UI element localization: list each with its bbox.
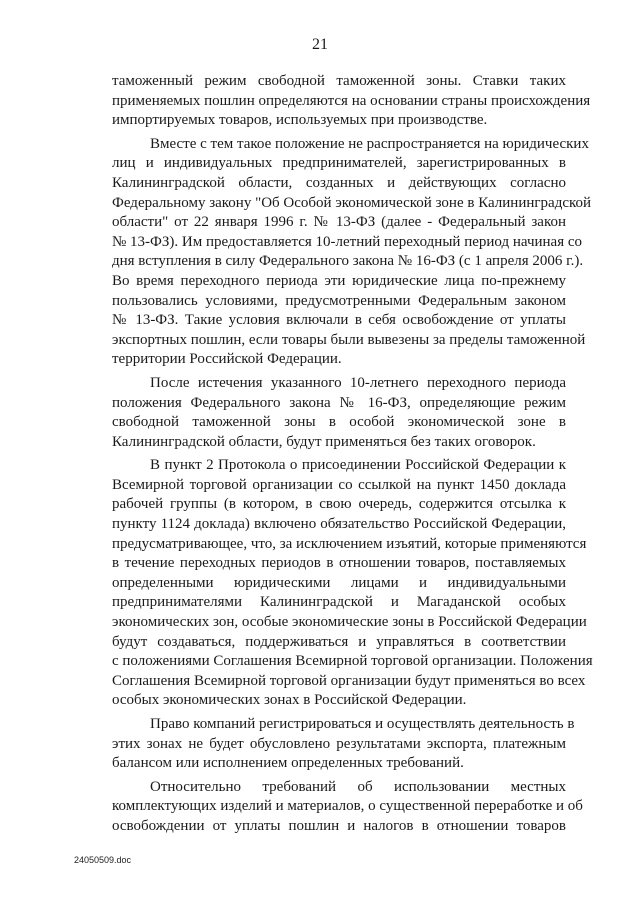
text-line: экономических зон, особые экономические зоны в Российской Федерации: [112, 614, 587, 631]
paragraph: [74, 715, 575, 774]
text-line: особых экономических зонах в Российской Федерации.: [112, 692, 467, 709]
text-line: экспортных пошлин, если товары были вывезены за пределы таможенной: [112, 331, 586, 348]
text-line: определенными юридическими лицами и индивидуальными: [112, 574, 566, 591]
text-line: освобождении от уплаты пошлин и налогов в отношении товаров: [112, 817, 566, 834]
text-line: применяемых пошлин определяются на основании страны происхождения: [112, 92, 591, 109]
text-line: таможенный режим свободной таможенной зоны. Ставки таких: [112, 73, 566, 89]
page-number: 21: [312, 36, 328, 53]
text-line: с положениями Соглашения Всемирной торговой организации. Положения: [112, 653, 593, 670]
text-line: лиц и индивидуальных предпринимателей, зарегистрированных в: [112, 155, 566, 172]
text-line: этих зонах не будет обусловлено результатами экспорта, платежным: [112, 735, 566, 752]
text-line: будут создаваться, поддерживаться и управляться в соответствии: [112, 633, 566, 650]
text-line: свободной таможенной зоны в особой экономической зоне в: [112, 414, 566, 431]
paragraph: [74, 778, 583, 837]
text-line: территории Российской Федерации.: [112, 351, 342, 368]
text-line: рабочей группы (в котором, в свою очередь, содержится отсылка к: [112, 496, 566, 513]
text-line: Калининградской области, будут применяться без таких оговорок.: [112, 433, 536, 450]
paragraph: [74, 374, 566, 452]
footer-filename: 24050509.doc: [74, 855, 132, 865]
text-line: После истечения указанного 10-летнего переходного периода: [150, 374, 566, 391]
text-line: в течение переходных периодов в отношении товаров, поставляемых: [112, 555, 566, 572]
text-line: Всемирной торговой организации со ссылкой на пункт 1450 доклада: [112, 476, 566, 493]
text-line: области" от 22 января 1996 г. № 13-ФЗ (далее - Федеральный закон: [112, 214, 566, 231]
text-line: № 13-ФЗ. Такие условия включали в себя освобождение от уплаты: [112, 312, 566, 329]
text-line: положения Федерального закона № 16-ФЗ, определяющие режим: [112, 394, 566, 411]
text-line: дня вступления в силу Федерального закона № 16-ФЗ (с 1 апреля 2006 г.).: [112, 253, 584, 270]
text-line: Относительно требований об использовании местных: [150, 778, 566, 795]
text-line: В пункт 2 Протокола о присоединении Российской Федерации к: [150, 457, 566, 474]
text-line: Федеральному закону "Об Особой экономической зоне в Калининградской: [112, 194, 592, 211]
text-line: Право компаний регистрироваться и осуществлять деятельность в: [150, 716, 575, 732]
paragraph: [74, 72, 591, 131]
text-line: пользовались условиями, предусмотренными Федеральным законом: [112, 292, 566, 309]
text-line: Соглашения Всемирной торговой организации будут применяться во всех: [112, 672, 586, 689]
text-line: предусматривающее, что, за исключением изъятий, которые применяются: [112, 535, 587, 552]
text-line: Калининградской области, созданных и действующих согласно: [112, 174, 566, 191]
text-line: Вместе с тем такое положение не распространяется на юридических: [150, 135, 589, 152]
paragraph: [74, 135, 592, 370]
document-body: [74, 72, 593, 837]
text-line: Во время переходного периода эти юридические лица по-прежнему: [112, 272, 566, 289]
text-line: комплектующих изделий и материалов, о существенной переработке и об: [112, 798, 583, 815]
text-line: предпринимателями Калининградской и Магаданской особых: [112, 594, 566, 611]
text-line: № 13-ФЗ). Им предоставляется 10-летний переходный период начиная со: [112, 233, 583, 250]
text-line: балансом или исполнением определенных требований.: [112, 755, 464, 772]
paragraph: [74, 456, 593, 711]
text-line: импортируемых товаров, используемых при производстве.: [112, 112, 488, 129]
text-line: пункту 1124 доклада) включено обязательство Российской Федерации,: [112, 516, 566, 533]
